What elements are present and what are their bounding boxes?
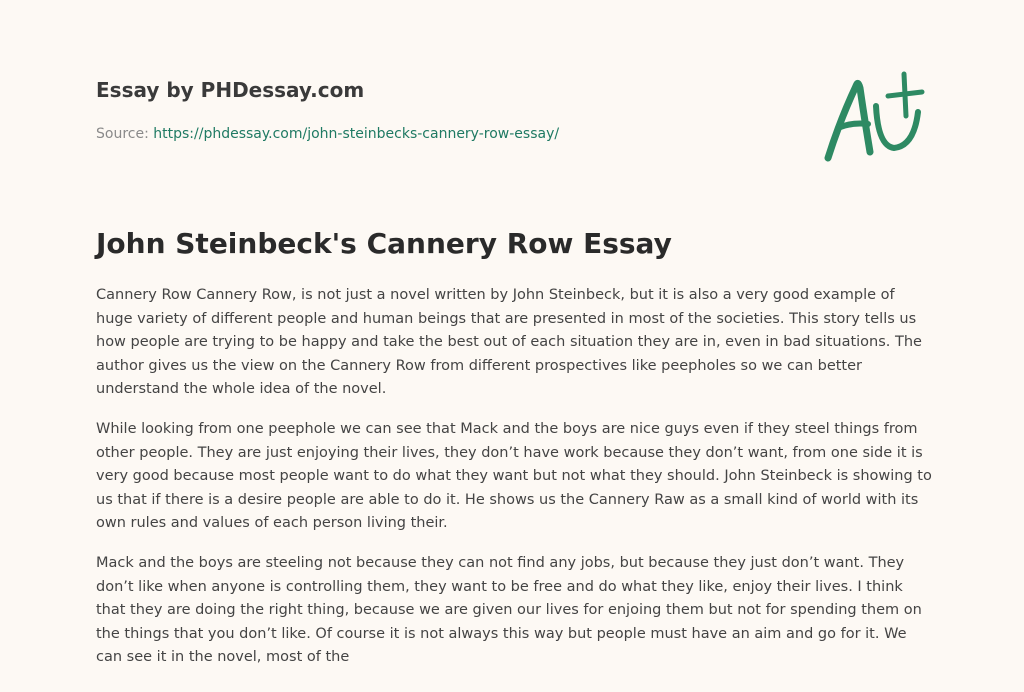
source-link[interactable]: https://phdessay.com/john-steinbecks-cannery-row-essay/ — [153, 126, 560, 142]
source-label: Source: — [96, 126, 149, 142]
essay-title: John Steinbeck's Cannery Row Essay — [96, 227, 672, 260]
a-plus-logo-icon — [818, 66, 930, 166]
essay-body — [96, 284, 932, 686]
paragraph: While looking from one peephole we can see that Mack and the boys are nice guys even if they steel things from other people. They are just enjoying their lives, they don’t have work because they don’t want, from one side it is very good because most people want to do what they want but not what they should. John Steinbeck is showing to us that if there is a desire people are able to do it. He shows us the Cannery Raw as a small kind of world with its own rules and values of each person living their. — [96, 420, 932, 532]
paragraph: Cannery Row Cannery Row, is not just a novel written by John Steinbeck, but it is also a very good example of huge variety of different people and human beings that are presented in most of the societies. This story tells us how people are trying to be happy and take the best out of each situation they are in, even in bad situations. The author gives us the view on the Cannery Row from different prospectives like peepholes so we can better understand the whole idea of the novel. — [96, 287, 922, 398]
paragraph: Mack and the boys are steeling not because they can not find any jobs, but because they just don’t want. They don’t like when anyone is controlling them, they want to be free and do what they like, enjoy their lives. I think that they are doing the right thing, because we are given our lives for enjoing them but not for spending them on the things that you don’t like. Of course it is not always this way but people must have an aim and go for it. We can see it in the novel, most of the — [96, 554, 922, 666]
site-brand: Essay by PHDessay.com — [96, 78, 365, 102]
source-line — [96, 124, 796, 144]
site-header — [96, 76, 796, 144]
